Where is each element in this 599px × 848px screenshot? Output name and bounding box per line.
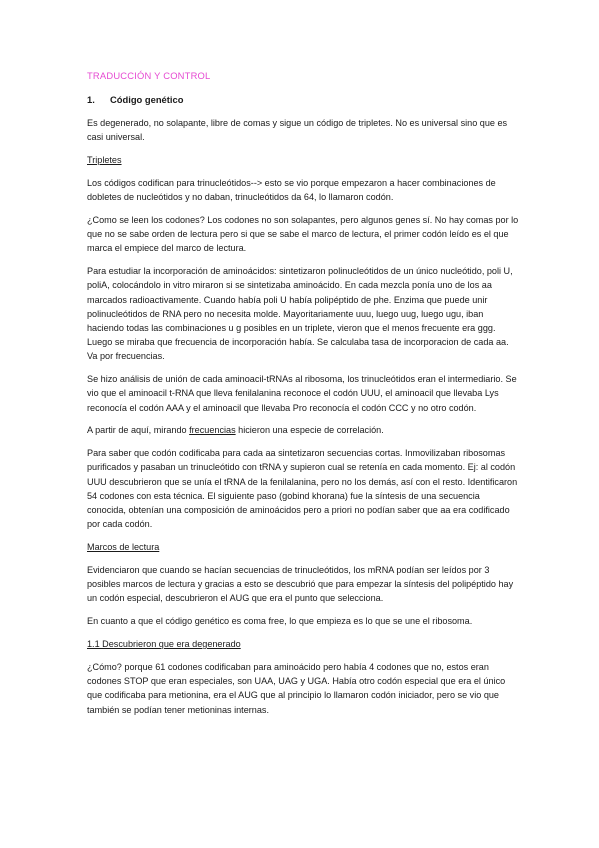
paragraph-marcos: Evidenciaron que cuando se hacían secuencias de trinucleótidos, los mRNA podían ser leídos por 3 posibles marcos de lectura y gracias a esto se descubrió que para empezar la síntesis del polipéptido hay un codón especial, descubrieron el AUG que era el punto que selecciona.: [87, 565, 514, 604]
paragraph-trinucleotidos: Los códigos codifican para trinucleótidos--> esto se vio porque empezaron a hacer combinaciones de dobletes de nucleótidos y no daban, trinucleótidos da 64, lo llamaron codón.: [87, 178, 496, 203]
paragraph-incorporacion: Para estudiar la incorporación de aminoácidos: sintetizaron polinucleótidos de un único nucleótido, poli U, poliA, colocándolo in vitro miraron si se sintetizaba aminoácido. En cada mezcla ponía uno de los aa marcados radioactivamente. Cuando había poli U había polipéptido de phe. Enzima que puede unir polinucleótidos de RNA pero no necesita molde. Mayoritariamente uuu, luego uug, luego ugu, iban haciendo todas las combinaciones u g posibles en un triplete, vieron que el menos frecuente era ggg. Luego se miraba que frecuencia de incorporación había. Se calculaba tasa de incorporacion de cada aa. Va por frecuencias.: [87, 266, 513, 362]
subheading-degenerado: 1.1 Descubrieron que era degenerado: [87, 639, 241, 650]
section-label: Código genético: [110, 94, 184, 105]
paragraph-lectura-codones: ¿Como se leen los codones? Los codones no son solapantes, pero algunos genes sí. No hay comas por lo que no se sabe orden de lectura pero si que se sabe el marco de lectura, el primer codón leído es el que marca el empiece del marco de lectura.: [87, 215, 519, 254]
paragraph-secuencias-cortas: Para saber que codón codificaba para cada aa sintetizaron secuencias cortas. Inmovilizaban ribosomas purificados y pasaban un trinucleótido con tRNA y supieron cual se retenía en cada momento. Ej: al codón UUU descubrieron que se unía el tRNA de la fenilalanina, pero no los demás, así con el resto. Identificaron 54 codones con esta técnica. El siguiente paso (gobind khorana) fue la síntesis de una secuencia conocida, obtenían una composición de aminoácidos pero a priori no podían saber que aa era codificado por cada codón.: [87, 448, 518, 530]
paragraph-frecuencias: [87, 423, 519, 437]
subheading-tripletes: Tripletes: [87, 155, 122, 165]
text-after: hicieron una especie de correlación.: [235, 425, 384, 436]
document-title: TRADUCCIÓN Y CONTROL: [87, 70, 211, 81]
paragraph-aminoacil: Se hizo análisis de unión de cada aminoacil-tRNAs al ribosoma, los trinucleótidos eran el intermediario. Se vio que el aminoacil t-RNA que lleva fenilalanina reconoce el codón UUU, el aminoacil que llevaba Lys reconocía el codón AAA y el aminoacil que llevaba Pro reconocía el codón CCC y no otro codón.: [87, 374, 517, 413]
paragraph-coma-free: En cuanto a que el código genético es coma free, lo que empieza es lo que se une el ribosoma.: [87, 616, 473, 627]
section-number: 1.: [87, 94, 95, 105]
text-before: A partir de aquí, mirando: [87, 425, 190, 436]
paragraph-stop-codones: ¿Cómo? porque 61 codones codificaban para aminoácido pero había 4 codones que no, estos eran codones STOP que eran especiales, son UAA, UAG y UGA. Había otro codón especial que era el único que codificaba para metionina, era el AUG que al principio lo llamaron codón iniciador, pero se vio que también se podían tener metioninas internas.: [87, 662, 506, 715]
section-heading-codigo-genetico: [87, 94, 519, 105]
frecuencias-underlined: frecuencias: [189, 425, 236, 436]
subheading-marcos-lectura: Marcos de lectura: [87, 542, 160, 553]
paragraph-intro: Es degenerado, no solapante, libre de comas y sigue un código de tripletes. No es universal sino que es casi universal.: [87, 118, 508, 143]
